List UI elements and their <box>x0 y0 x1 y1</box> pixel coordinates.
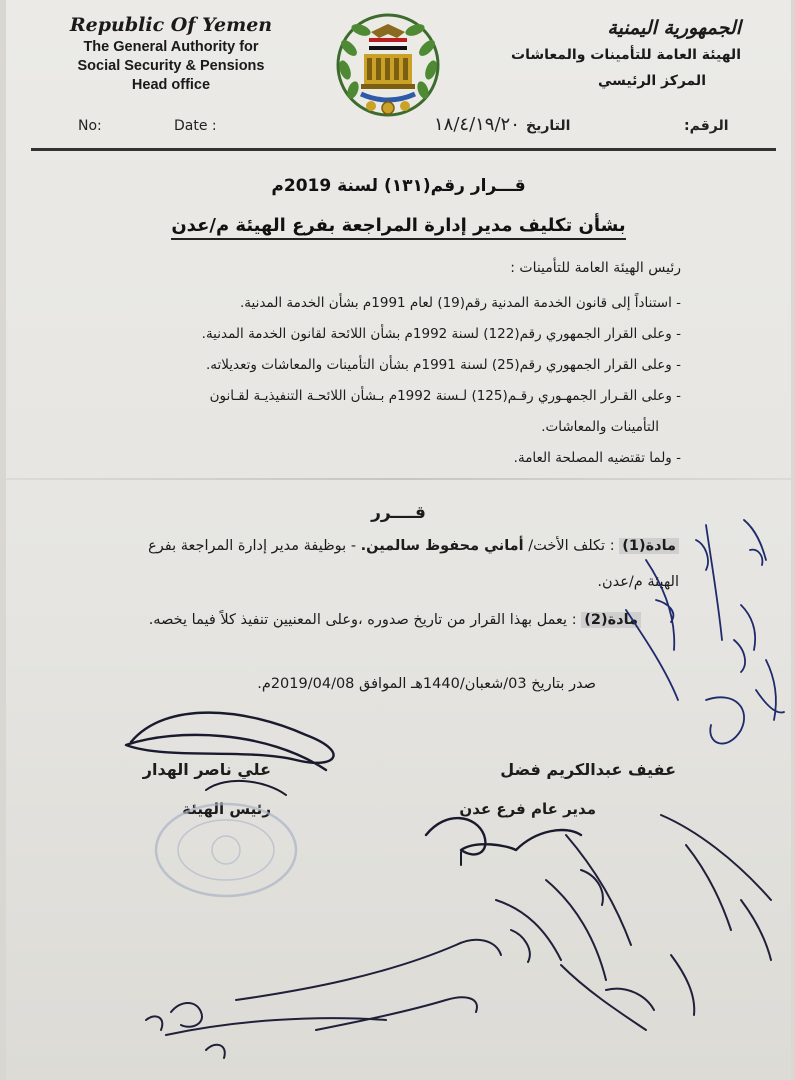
document-page <box>6 0 791 1080</box>
english-authority-line2: Social Security & Pensions <box>77 58 265 74</box>
english-country-title: Republic Of Yemen <box>69 14 273 36</box>
decided-heading: قــــرر <box>371 503 426 523</box>
right-signatory-title: مدير عام فرع عدن <box>459 800 596 818</box>
article-2 <box>71 612 641 628</box>
article-2-text: : يعمل بهذا القرار من تاريخ صدوره ،وعلى المعنيين تنفيذ كلاً فيما يخصه. <box>148 612 577 628</box>
article-1 <box>109 538 679 554</box>
arabic-letterhead <box>491 14 741 94</box>
english-number-label: No: <box>78 118 102 134</box>
english-office-line: Head office <box>131 77 211 93</box>
article-1-name: أماني محفوظ سالمين. <box>360 538 524 554</box>
decision-subject-text: بشأن تكليف مدير إدارة المراجعة بفرع الهيئة م/عدن <box>171 215 625 240</box>
arabic-country-title: الجمهورية اليمنية <box>607 17 741 39</box>
preamble-intro: رئيس الهيئة العامة للتأمينات : <box>510 260 681 276</box>
article-1-text-b: - بوظيفة مدير إدارة المراجعة بفرع <box>148 538 357 554</box>
article-2-label: مادة(2) <box>581 612 641 628</box>
english-date-label: Date : <box>174 118 217 134</box>
clause-item: - وعلى القرار الجمهوري رقم(25) لسنة 1991م بشأن التأمينات والمعاشات وتعديلاته. <box>205 357 681 373</box>
authority-emblem-logo <box>331 10 446 120</box>
issue-date-line: صدر بتاريخ 03/شعبان/1440هـ الموافق 2019/04/08م. <box>257 676 596 692</box>
left-signatory-name: علي ناصر الهدار <box>142 760 271 779</box>
decision-subject <box>6 215 791 236</box>
right-signatory-name: عفيف عبدالكريم فضل <box>500 760 676 779</box>
arabic-date-label: التاريخ <box>526 118 571 134</box>
header-divider <box>31 148 776 151</box>
arabic-office-line: المركز الرئيسي <box>597 73 706 89</box>
clause-item: - ولما تقتضيه المصلحة العامة. <box>513 450 681 466</box>
arabic-authority-line: الهيئة العامة للتأمينات والمعاشات <box>511 47 741 63</box>
article-1-label: مادة(1) <box>619 538 679 554</box>
decision-title: قـــرار رقم(١٣١) لسنة 2019م <box>271 176 526 196</box>
clause-item-continuation: التأمينات والمعاشات. <box>541 419 659 435</box>
preamble-clauses <box>121 288 681 474</box>
clause-item: - استناداً إلى قانون الخدمة المدنية رقم(19) لعام 1991م بشأن الخدمة المدنية. <box>239 295 681 311</box>
left-signatory-title: رئيس الهيئة <box>182 800 271 818</box>
arabic-number-label: الرقم: <box>684 118 729 134</box>
handwritten-date-value: ١٨/٤/١٩/٢٠ <box>434 114 520 135</box>
paper-fold <box>6 478 791 480</box>
english-authority-line1: The General Authority for <box>83 39 259 55</box>
article-1-continuation: الهيئة م/عدن. <box>597 574 679 590</box>
clause-item: - وعلى القرار الجمهوري رقم(122) لسنة 1992م بشأن اللائحة لقانون الخدمة المدنية. <box>201 326 681 342</box>
director-signature <box>426 818 581 854</box>
faint-official-stamp <box>151 800 301 900</box>
clause-item: - وعلى القـرار الجمهـوري رقـم(125) لـسنة 1992م بـشأن اللائحـة التنفيذيـة لقـانون <box>209 388 681 404</box>
article-1-text-a: : تكلف الأخت/ <box>528 538 615 554</box>
english-letterhead <box>46 12 296 95</box>
